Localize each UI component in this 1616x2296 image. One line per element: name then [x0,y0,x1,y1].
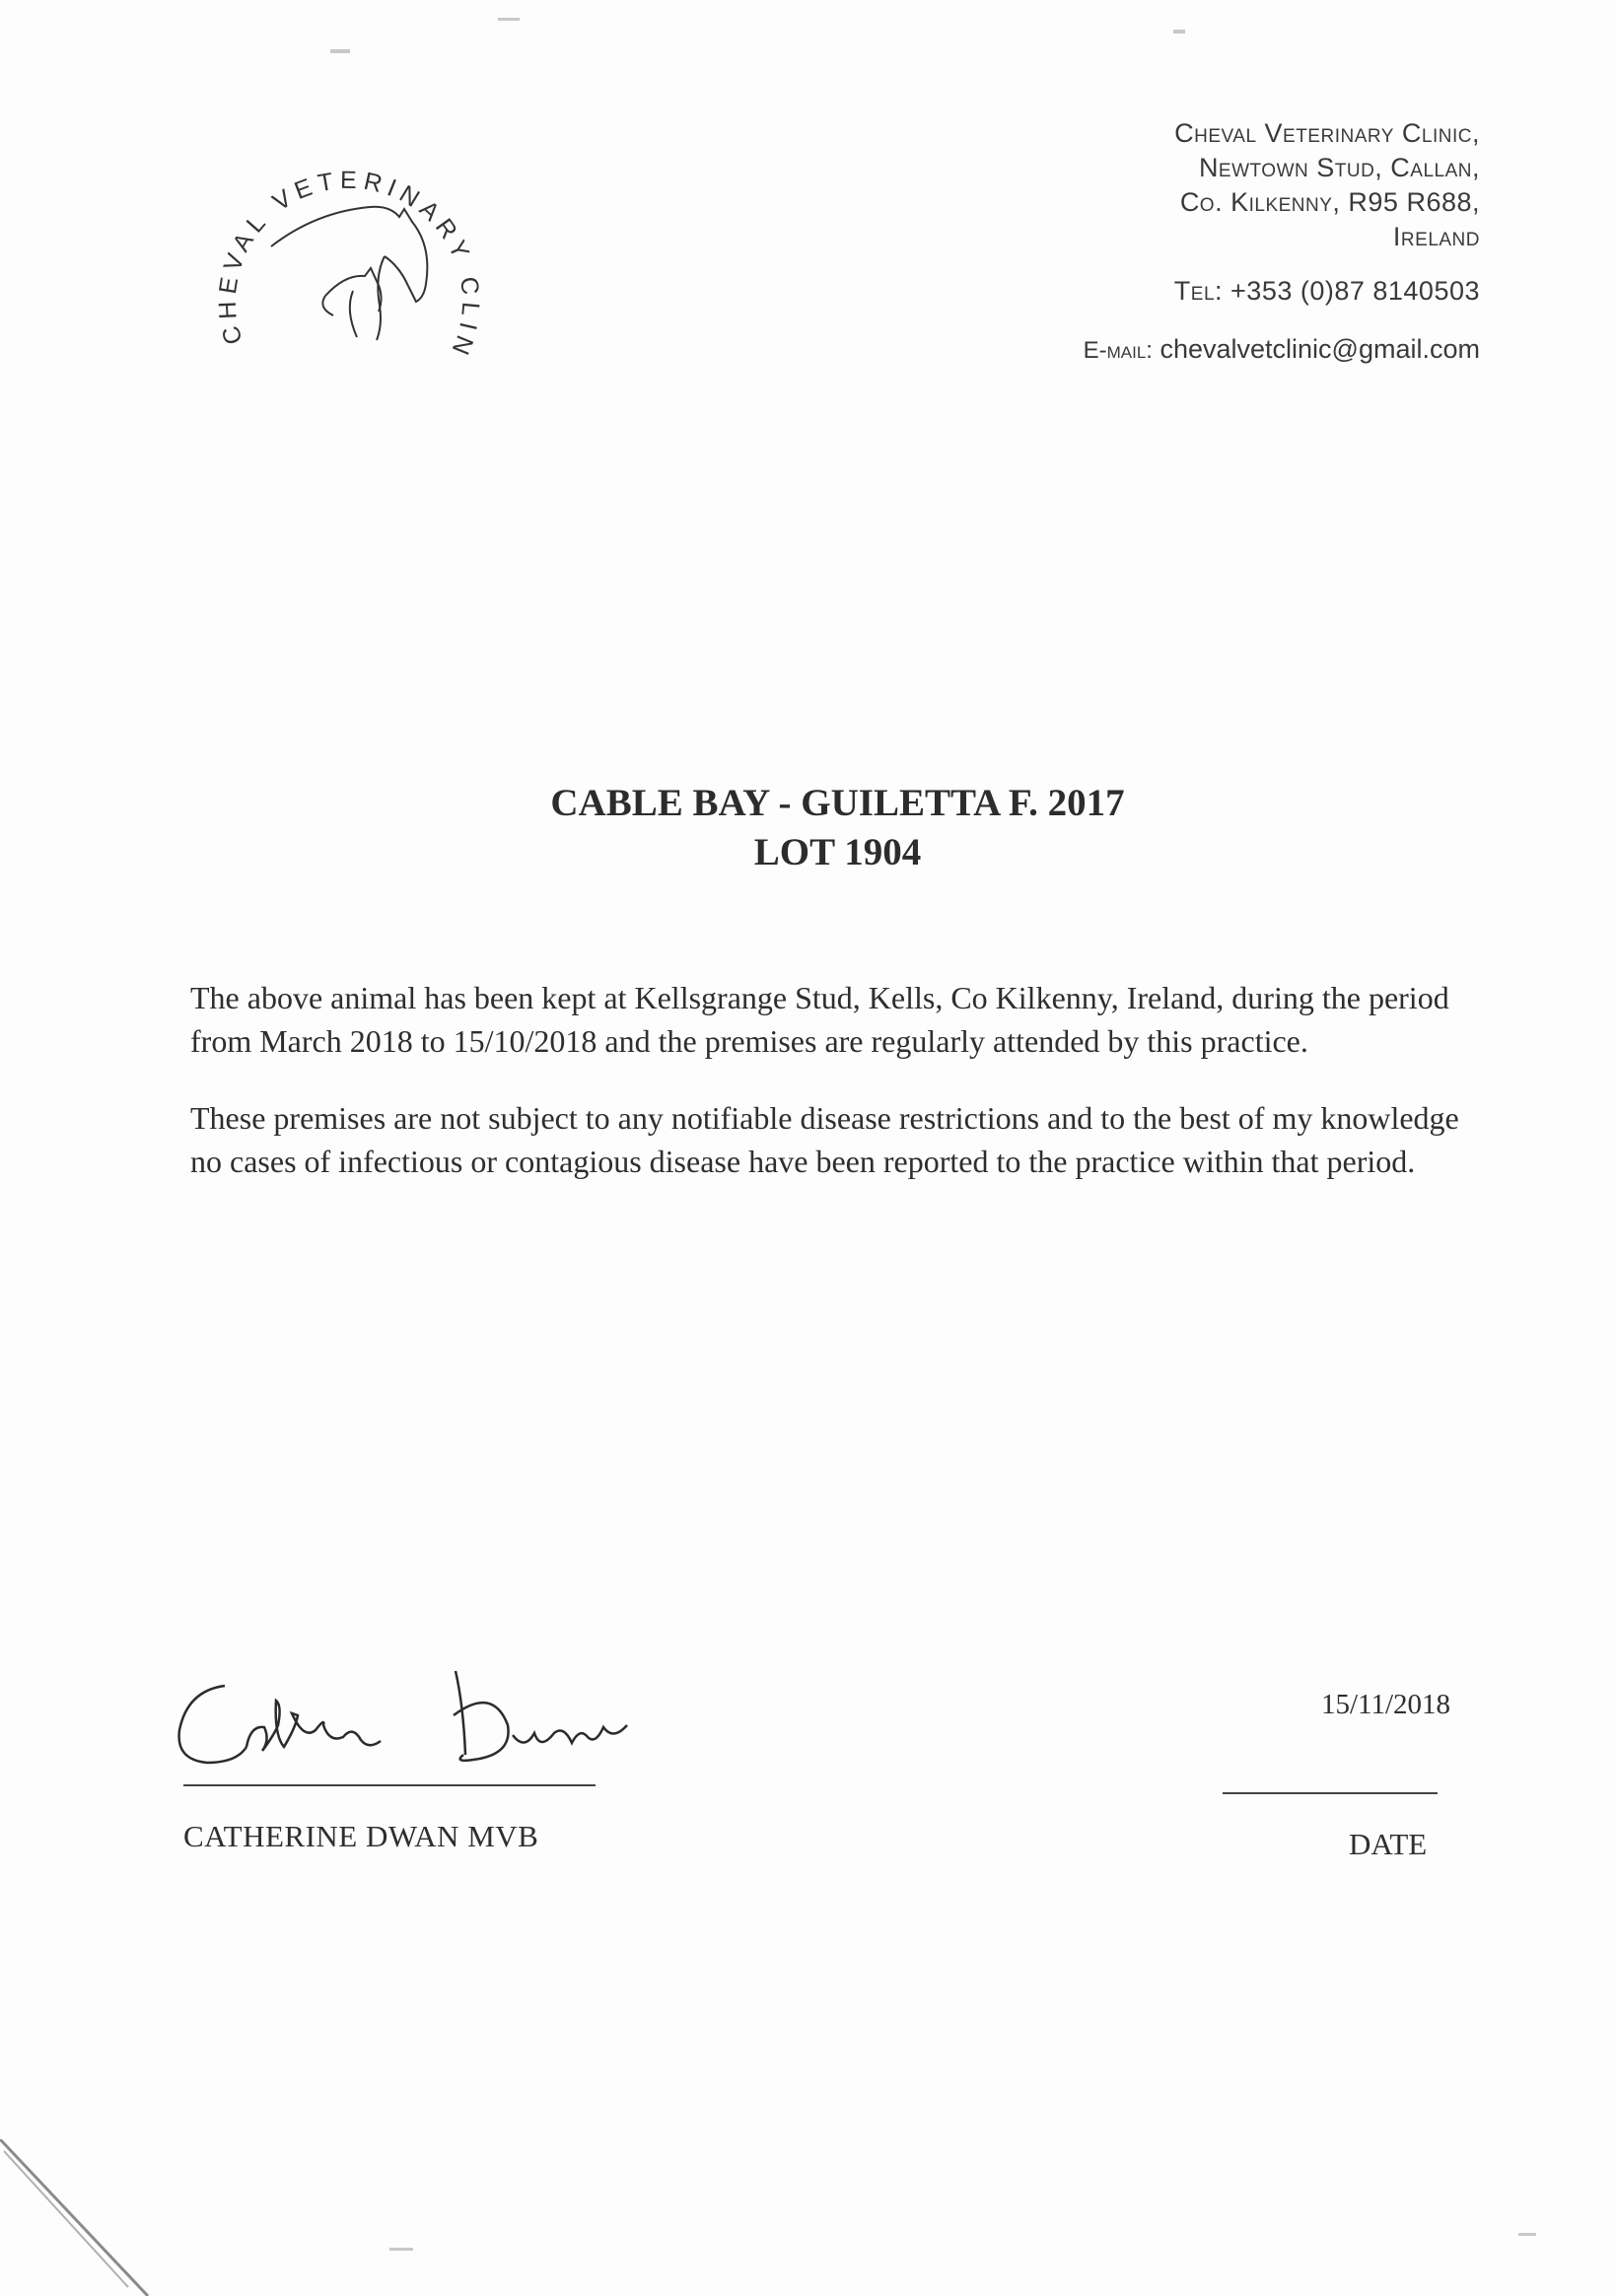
email-address: chevalvetclinic@gmail.com [1159,334,1480,364]
date-line [1223,1792,1438,1794]
scan-mark [498,18,520,21]
lot-number: LOT 1904 [753,831,922,873]
signatory-name: CATHERINE DWAN MVB [183,1819,539,1853]
scan-mark [1518,2233,1536,2236]
clinic-logo [197,128,493,375]
title-line: CABLE BAY - GUILETTA F. 2017 [550,782,1125,824]
body-paragraph: These premises are not subject to any notifiable disease restrictions and to the best of my knowledge no cases of infectious or contagious disease have been reported to the practice within that period. [190,1100,1459,1179]
email-label: E-mail: [1083,337,1153,364]
letterhead-address [888,116,1480,368]
signature-date: 15/11/2018 [1321,1689,1451,1720]
date-label: DATE [1349,1827,1428,1861]
telephone: Tel: +353 (0)87 8140503 [1173,276,1480,306]
scan-mark [330,49,350,53]
signature-line [183,1784,596,1786]
address-line: Cheval Veterinary Clinic, [1174,118,1480,148]
email-row [888,332,1480,368]
document-title [0,779,1616,877]
scan-mark [1173,30,1185,34]
address-line: Ireland [1392,222,1480,251]
letter-body [190,976,1462,1217]
logo-arc-text: CHEVAL VETERINARY CLIN [213,166,485,365]
horse-head-logo-icon [197,128,493,375]
scan-edge [0,2139,168,2296]
handwritten-signature [168,1656,700,1784]
address-line: Co. Kilkenny, R95 R688, [1179,187,1480,217]
signature-scribble-icon [168,1656,700,1784]
scan-mark [389,2248,413,2251]
address-line: Newtown Stud, Callan, [1198,153,1480,182]
body-paragraph: The above animal has been kept at Kellsgrange Stud, Kells, Co Kilkenny, Ireland, during the period from March 2018 to 15/10/2018 and the premises are regularly attended by this practice. [190,980,1449,1059]
